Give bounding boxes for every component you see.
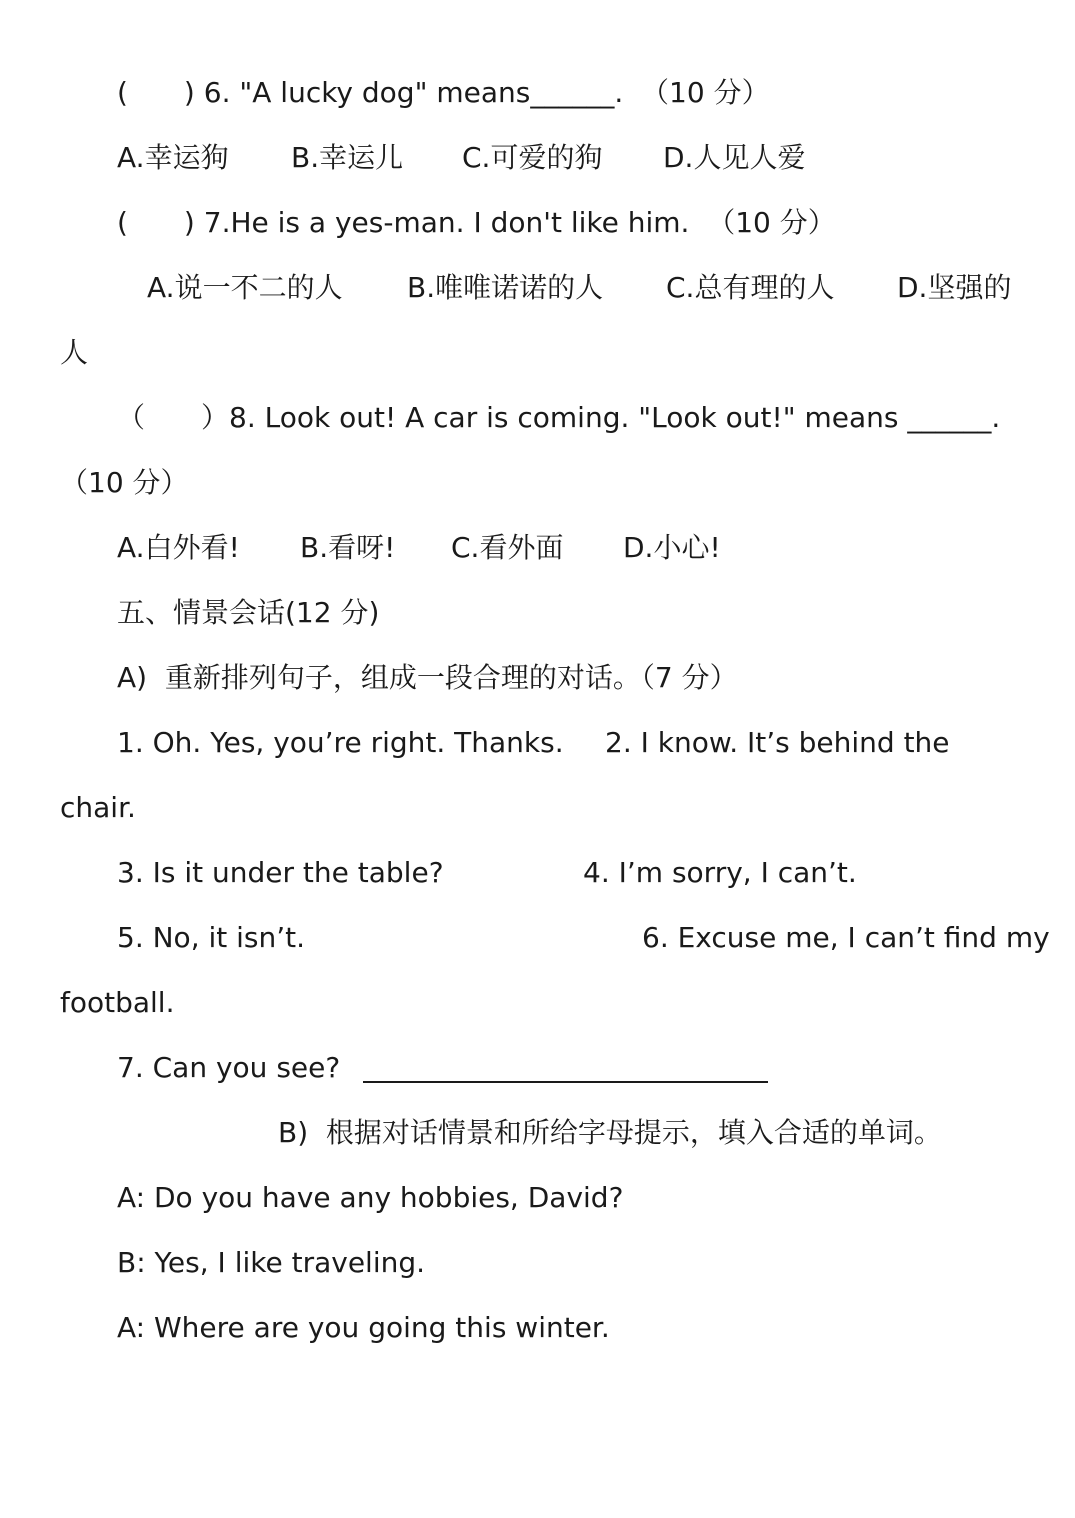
- dialogue-line: B: Yes, I like traveling.: [117, 1246, 426, 1279]
- answer-blank-line[interactable]: [363, 1081, 768, 1083]
- question-8-stem: （ ）8. Look out! A car is coming. "Look out!" means ______.: [117, 401, 1001, 434]
- question-6-option-a: A.幸运狗: [117, 141, 229, 174]
- question-7-option-b: B.唯唯诺诺的人: [407, 271, 604, 304]
- sentence-1: 1. Oh. Yes, you’re right. Thanks.: [117, 726, 564, 759]
- sentence-6: 6. Excuse me, I can’t find my: [642, 921, 1050, 954]
- question-8-option-c: C.看外面: [451, 531, 564, 564]
- question-8-option-b: B.看呀!: [300, 531, 396, 564]
- question-6-option-b: B.幸运儿: [291, 141, 404, 174]
- sentence-7: 7. Can you see?: [117, 1051, 341, 1084]
- question-7-option-d-wrap: 人: [60, 336, 89, 369]
- sentence-4: 4. I’m sorry, I can’t.: [583, 856, 857, 889]
- question-7-option-c: C.总有理的人: [666, 271, 835, 304]
- question-6-stem: ( ) 6. "A lucky dog" means______. （10 分）: [117, 76, 770, 109]
- sentence-3: 3. Is it under the table?: [117, 856, 444, 889]
- part-a-heading: A) 重新排列句子，组成一段合理的对话。（7 分）: [117, 661, 738, 694]
- question-8-option-a: A.白外看!: [117, 531, 240, 564]
- dialogue-line: A: Do you have any hobbies, David?: [117, 1181, 624, 1214]
- sentence-6-wrap: football.: [60, 986, 175, 1019]
- question-8-option-d: D.小心!: [623, 531, 721, 564]
- question-6-option-c: C.可爱的狗: [462, 141, 603, 174]
- question-6-option-d: D.人见人爱: [663, 141, 806, 174]
- dialogue-line: A: Where are you going this winter.: [117, 1311, 610, 1344]
- question-7-option-a: A.说一不二的人: [147, 271, 343, 304]
- question-7-option-d: D.坚强的: [897, 271, 1012, 304]
- sentence-2-wrap: chair.: [60, 791, 136, 824]
- question-8-score: （10 分）: [60, 466, 189, 499]
- part-b-heading: B) 根据对话情景和所给字母提示，填入合适的单词。: [278, 1116, 942, 1149]
- sentence-2: 2. I know. It’s behind the: [605, 726, 950, 759]
- section-5-heading: 五、情景会话(12 分): [117, 596, 380, 629]
- sentence-5: 5. No, it isn’t.: [117, 921, 306, 954]
- question-7-stem: ( ) 7.He is a yes-man. I don't like him. （10 分）: [117, 206, 836, 239]
